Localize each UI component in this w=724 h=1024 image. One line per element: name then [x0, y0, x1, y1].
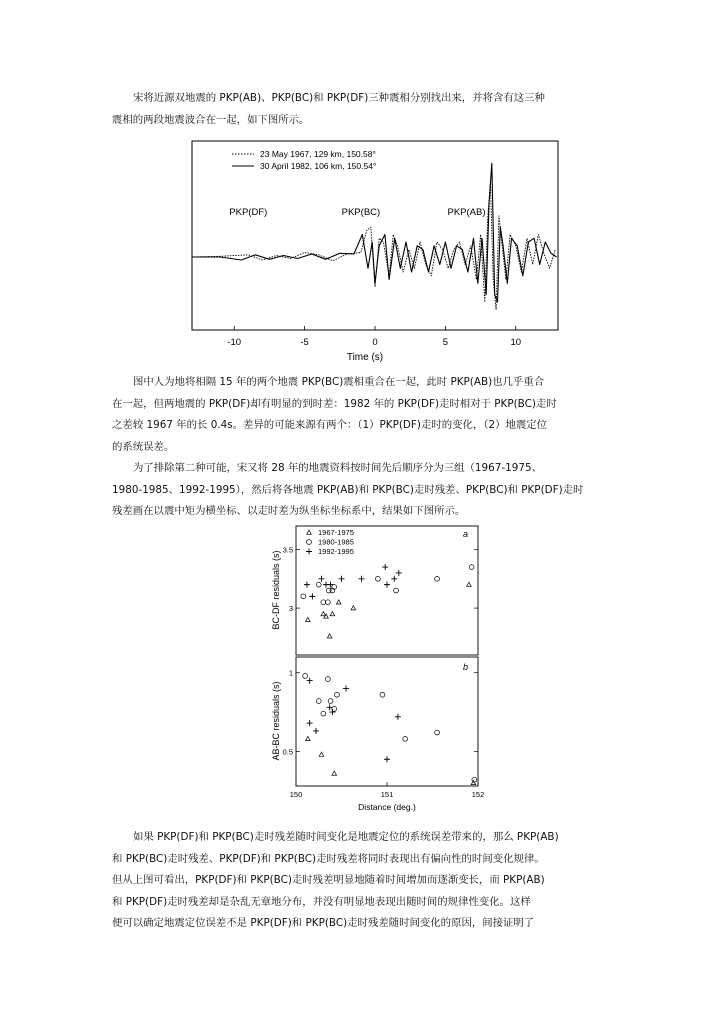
phase-label: PKP(DF)	[229, 207, 268, 218]
point-1980-1985	[325, 677, 330, 682]
point-1992-1995	[339, 576, 345, 582]
legend-entry: 1980-1985	[318, 537, 354, 547]
paragraph-line: 残差画在以震中矩为横坐标、以走时差为纵坐标坐标系中，结果如下图所示。	[112, 505, 466, 517]
point-1980-1985	[394, 588, 399, 593]
point-1980-1985	[380, 692, 385, 697]
point-1967-1975	[319, 752, 324, 756]
panel-b-y-label: AB-BC residuals (s)	[271, 681, 281, 761]
point-1992-1995	[306, 549, 312, 555]
x-tick-label: 5	[442, 337, 449, 348]
point-1980-1985	[316, 699, 321, 704]
point-1980-1985	[403, 736, 408, 741]
point-1967-1975	[336, 600, 341, 604]
point-1967-1975	[330, 612, 335, 616]
paragraph-line: 图中人为地将相隔 15 年的两个地震 PKP(BC)震相重合在一起，此时 PKP(AB)也几乎重合	[133, 376, 545, 388]
legend-entry: 30 April 1982, 106 km, 150.54°	[260, 161, 377, 171]
point-1980-1985	[335, 692, 340, 697]
y-tick-label: 1	[288, 668, 293, 678]
point-1967-1975	[332, 771, 337, 775]
waveform-figure	[190, 138, 565, 374]
residuals-chart	[262, 520, 492, 818]
panel-b-frame	[296, 657, 478, 786]
point-1992-1995	[307, 678, 313, 684]
paragraph-line: 1980-1985、1992-1995），然后将各地震 PKP(AB)和 PKP(BC)走时残差、PKP(BC)和 PKP(DF)走时	[112, 483, 584, 496]
paragraph-line: 之差较 1967 年的长 0.4s。差异的可能来源有两个：（1）PKP(DF)走时的变化，（2）地震定位	[112, 419, 548, 431]
point-1980-1985	[316, 582, 321, 587]
paragraph-line: 便可以确定地震定位误差不是 PKP(DF)和 PKP(BC)走时残差随时间变化的原因，间接证明了	[112, 917, 535, 929]
point-1992-1995	[343, 685, 349, 691]
x-tick-label: 150	[289, 790, 303, 799]
point-1967-1975	[467, 582, 472, 586]
paragraph-line: 在一起，但两地震的 PKP(DF)却有明显的到时差：1982 年的 PKP(DF)走时相对于 PKP(BC)走时	[112, 397, 557, 410]
point-1980-1985	[321, 711, 326, 716]
phase-label: PKP(AB)	[447, 207, 486, 218]
point-1980-1985	[435, 576, 440, 581]
residuals-figure	[262, 520, 492, 822]
paragraph-line: 但从上图可看出，PKP(DF)和 PKP(BC)走时残差明显地随着时间增加而逐渐变长，而 PKP(AB)	[112, 874, 545, 886]
point-1980-1985	[303, 673, 308, 678]
point-1980-1985	[321, 600, 326, 605]
point-1992-1995	[309, 593, 315, 599]
paragraph-line: 和 PKP(DF)走时残差却是杂乱无章地分布，并没有明显地表现出随时间的规律性变化。这样	[112, 895, 531, 908]
x-axis-label: Time (s)	[346, 352, 384, 363]
y-tick-label: 3	[288, 604, 293, 614]
point-1992-1995	[307, 720, 313, 726]
paragraph-2	[112, 372, 612, 458]
paragraph-line: 为了排除第二种可能，宋又将 28 年的地震资料按时间先后顺序分为三组（1967-1975、	[133, 462, 542, 474]
y-tick-label: 0.5	[282, 747, 293, 757]
point-1967-1975	[351, 606, 356, 610]
point-1980-1985	[376, 576, 381, 581]
point-1980-1985	[435, 730, 440, 735]
point-1967-1975	[306, 736, 311, 740]
x-tick-label: 0	[372, 337, 378, 348]
paragraph-line: 和 PKP(BC)走时残差、PKP(DF)和 PKP(BC)走时残差将同时表现出有偏向性的时间变化规律。	[112, 852, 545, 865]
point-1980-1985	[301, 594, 306, 599]
point-1992-1995	[395, 714, 401, 720]
paragraph-line: 宋将近源双地震的 PKP(AB)、PKP(BC)和 PKP(DF)三种震相分别找出来，并将含有这三种	[133, 92, 545, 104]
x-tick-label: -10	[227, 337, 242, 348]
legend-entry: 1992-1995	[318, 547, 354, 556]
point-1967-1975	[327, 634, 332, 638]
x-tick-label: 151	[380, 790, 394, 799]
point-1992-1995	[384, 756, 390, 762]
phase-label: PKP(BC)	[341, 207, 381, 218]
paragraph-line: 的系统误差。	[112, 440, 175, 453]
x-tick-label: 10	[510, 337, 522, 348]
point-1992-1995	[391, 576, 397, 582]
panel-a-y-label: BC-DF residuals (s)	[271, 550, 281, 630]
paragraph-line: 如果 PKP(DF)和 PKP(BC)走时残差随时间变化是地震定位的系统误差带来的，那么 PKP(AB)	[133, 831, 559, 843]
paragraph-3	[112, 458, 612, 523]
x-tick-label: -5	[300, 337, 309, 348]
point-1980-1985	[469, 565, 474, 570]
point-1967-1975	[306, 617, 311, 621]
series-line-1967	[192, 182, 555, 310]
point-1992-1995	[329, 709, 335, 715]
paragraph-line: 震相的两段地震波合在一起，如下图所示。	[112, 113, 310, 126]
point-1992-1995	[304, 582, 310, 588]
point-1992-1995	[328, 582, 334, 588]
panel-b-label: b	[463, 662, 469, 672]
point-1967-1975	[307, 530, 312, 534]
paragraph-1	[112, 88, 612, 131]
point-1992-1995	[396, 570, 402, 576]
point-1980-1985	[325, 600, 330, 605]
point-1992-1995	[382, 564, 388, 570]
point-1980-1985	[307, 540, 312, 545]
x-tick-label: 152	[471, 790, 485, 799]
x-axis-label: Distance (deg.)	[358, 802, 416, 812]
paragraph-4	[112, 827, 612, 935]
point-1992-1995	[359, 576, 365, 582]
point-1967-1975	[471, 780, 476, 784]
legend-entry: 1967-1975	[318, 528, 354, 537]
point-1980-1985	[328, 699, 333, 704]
panel-a-label: a	[463, 529, 469, 539]
point-1992-1995	[313, 728, 319, 734]
waveform-chart	[190, 138, 565, 370]
point-1967-1975	[321, 612, 326, 616]
legend-entry: 23 May 1967, 129 km, 150.58°	[260, 149, 376, 159]
point-1992-1995	[318, 576, 324, 582]
y-tick-label: 3.5	[282, 545, 293, 555]
point-1992-1995	[384, 582, 390, 588]
